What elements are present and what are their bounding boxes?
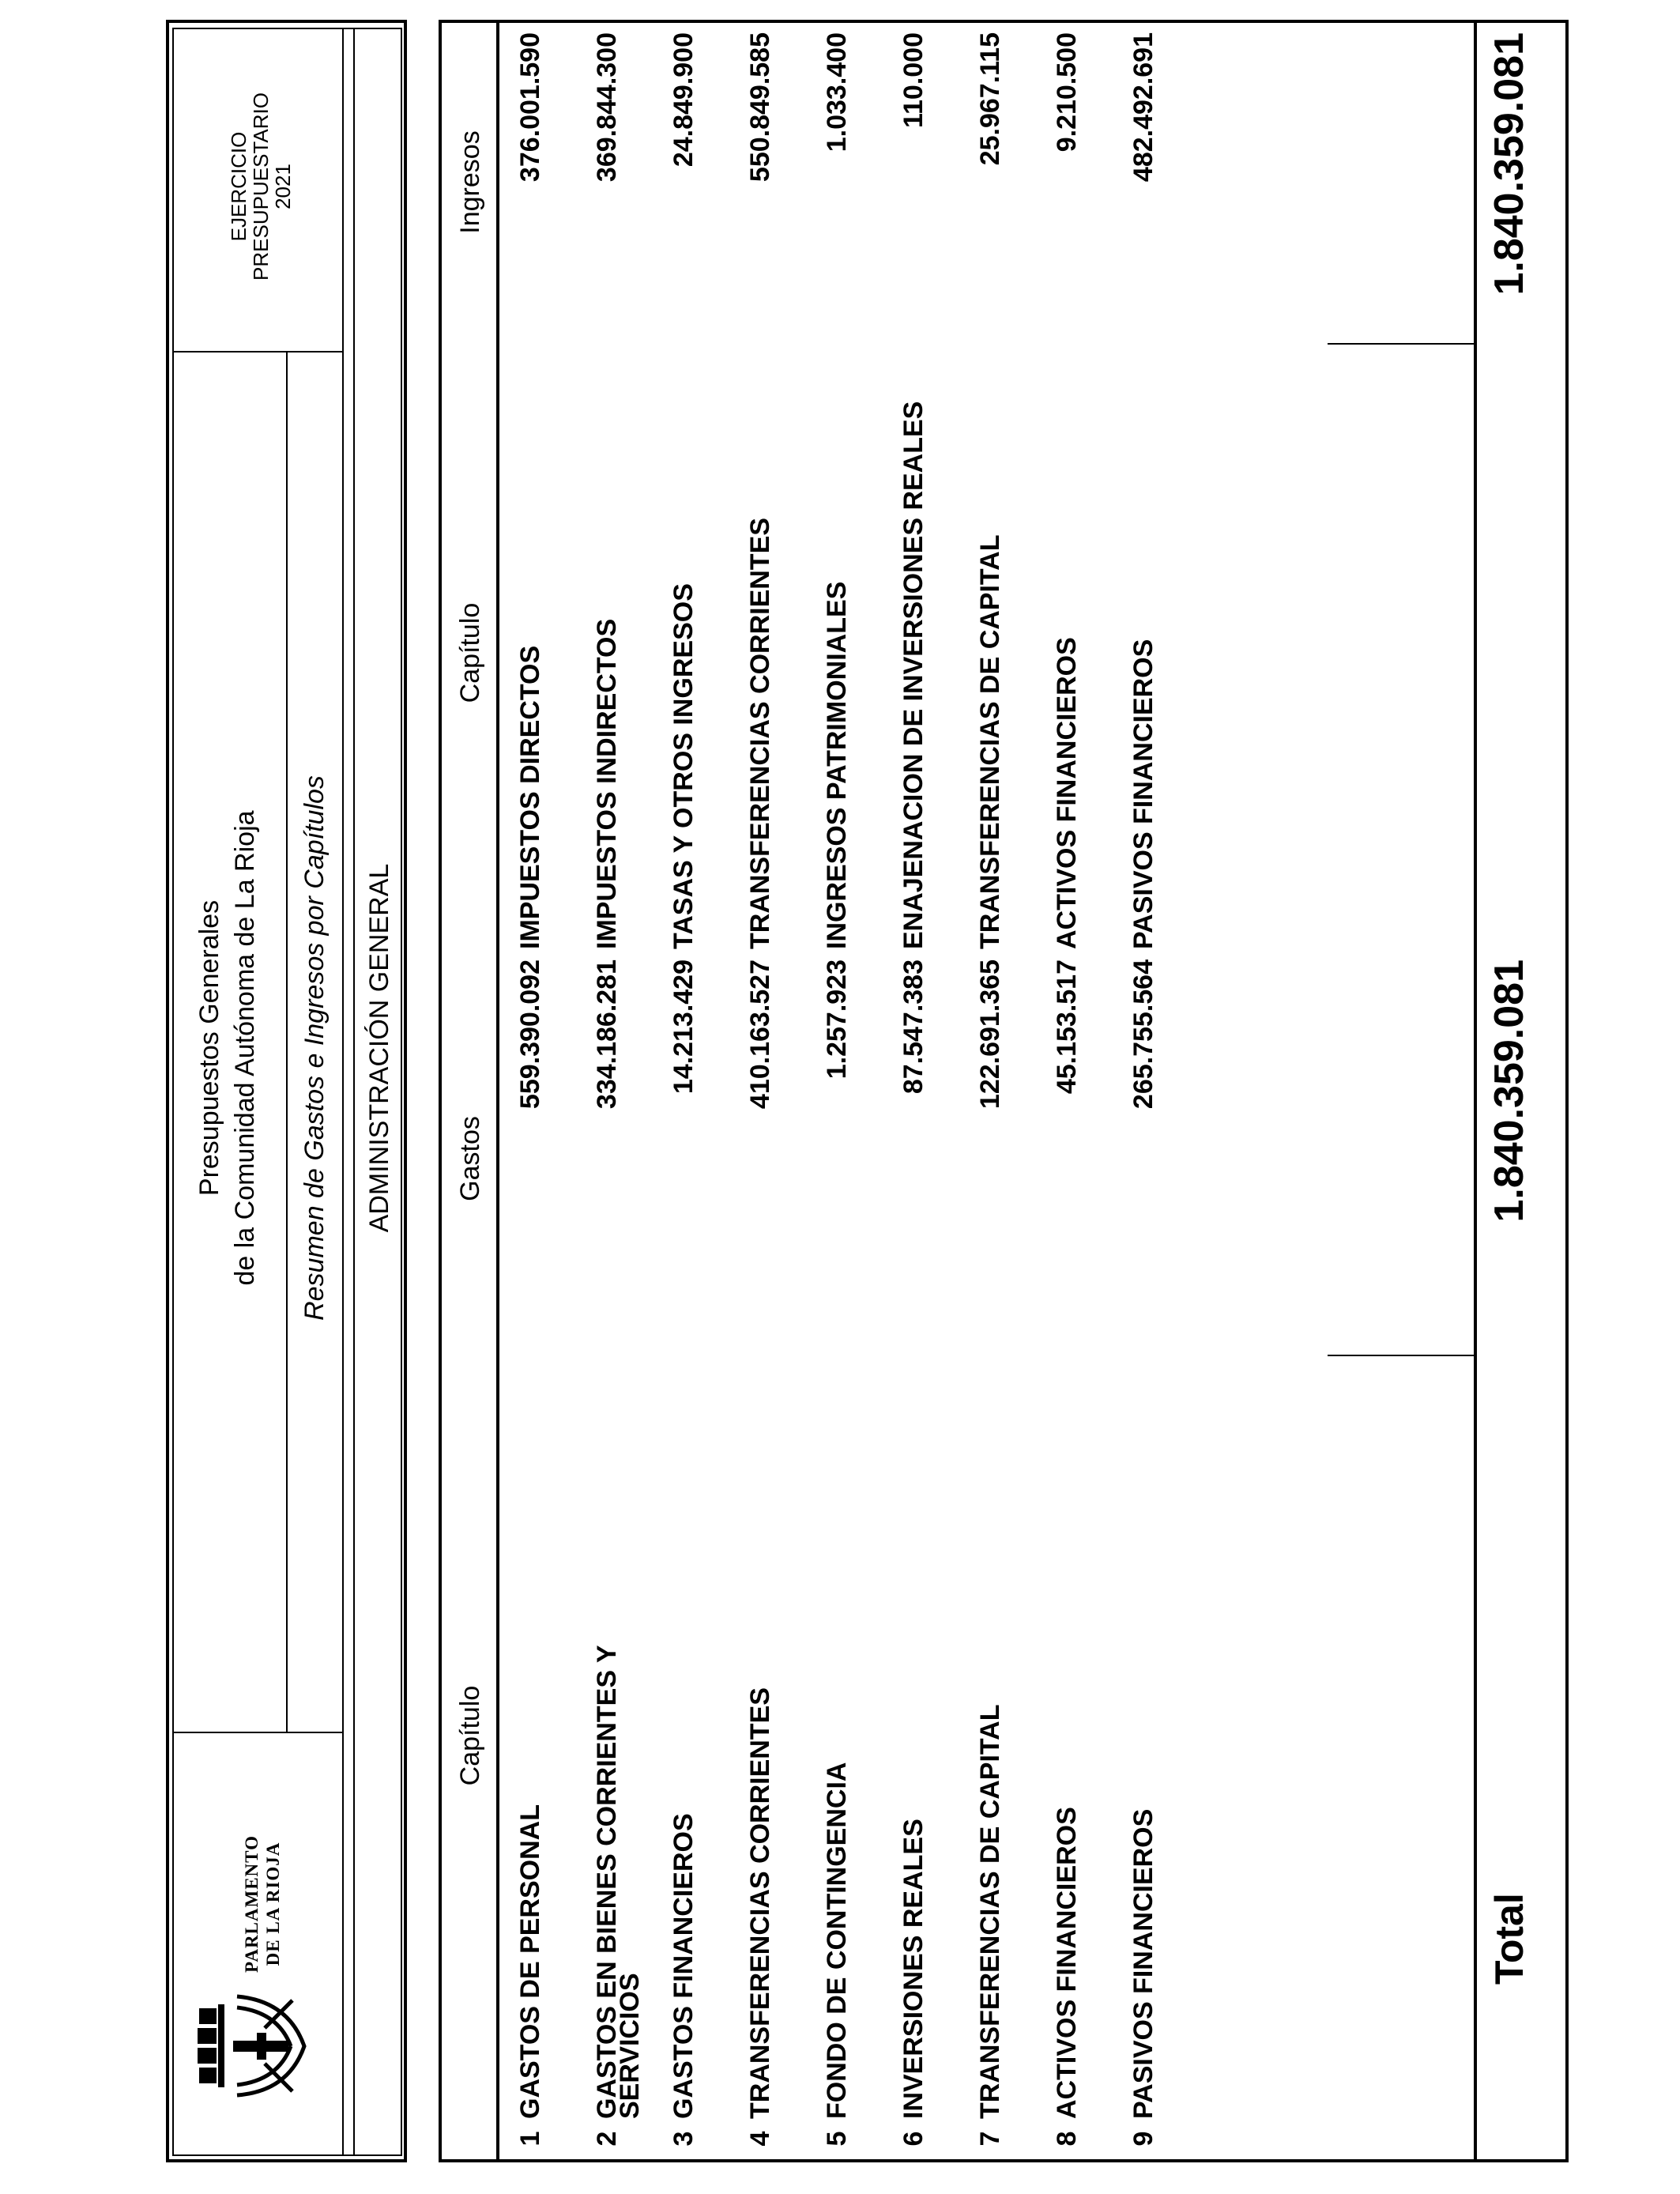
- gastos-column-divider: [1328, 1355, 1474, 1356]
- gasto-capitulo: GASTOS EN BIENES CORRIENTES Y: [592, 1645, 622, 2119]
- header-ejercicio-divider: [172, 351, 344, 352]
- ingreso-capitulo: TRANSFERENCIAS CORRIENTES: [745, 518, 775, 949]
- gasto-value: 14.213.429: [669, 959, 699, 1095]
- gasto-value: 1.257.923: [822, 959, 852, 1080]
- row-number: 5: [822, 2131, 852, 2147]
- header-divider-inner: [353, 28, 355, 2156]
- row-number: 4: [745, 2131, 775, 2147]
- ingreso-value: 550.849.585: [745, 32, 775, 183]
- ingreso-value: 482.492.691: [1128, 32, 1158, 183]
- ingreso-capitulo: IMPUESTOS INDIRECTOS: [592, 618, 622, 949]
- parlamento-line2: DE LA RIOJA: [263, 1842, 283, 1966]
- table-header-divider: [496, 20, 499, 2162]
- gasto-capitulo: ACTIVOS FINANCIEROS: [1052, 1807, 1082, 2119]
- header-capitulo-ingresos: Capítulo: [455, 602, 485, 703]
- gasto-capitulo: PASIVOS FINANCIEROS: [1128, 1808, 1158, 2119]
- ingreso-value: 369.844.300: [592, 32, 622, 183]
- ingreso-value: 110.000: [898, 32, 929, 129]
- page-subtitle: Resumen de Gastos e Ingresos por Capítulos: [299, 775, 330, 1321]
- ingreso-value: 376.001.590: [515, 32, 545, 183]
- table-total-divider: [1474, 20, 1477, 2162]
- gasto-capitulo: FONDO DE CONTINGENCIA: [822, 1762, 852, 2119]
- entity-name: ADMINISTRACIÓN GENERAL: [364, 863, 394, 1233]
- gasto-capitulo: TRANSFERENCIAS CORRIENTES: [745, 1687, 775, 2119]
- header-divider: [342, 28, 344, 2156]
- ingreso-capitulo: TRANSFERENCIAS DE CAPITAL: [975, 534, 1005, 949]
- row-number: 1: [515, 2131, 545, 2147]
- row-number: 7: [975, 2131, 1005, 2147]
- ejercicio-line2: PRESUPUESTARIO: [249, 92, 273, 281]
- ingreso-capitulo: TASAS Y OTROS INGRESOS: [669, 583, 699, 949]
- header-title-divider: [286, 352, 288, 1732]
- ingreso-capitulo: IMPUESTOS DIRECTOS: [515, 645, 545, 949]
- total-ingresos: 1.840.359.081: [1486, 32, 1532, 296]
- parlamento-line1: PARLAMENTO: [242, 1835, 262, 1973]
- ingreso-capitulo: ENAJENACION DE INVERSIONES REALES: [898, 401, 929, 949]
- ingreso-capitulo: PASIVOS FINANCIEROS: [1128, 639, 1158, 949]
- ingreso-capitulo: INGRESOS PATRIMONIALES: [822, 581, 852, 949]
- gasto-value: 559.390.092: [515, 959, 545, 1110]
- row-number: 3: [669, 2131, 699, 2147]
- gasto-value: 265.755.564: [1128, 959, 1158, 1110]
- page-title-line2: de la Comunidad Autónoma de La Rioja: [230, 810, 260, 1286]
- gasto-value: 45.153.517: [1052, 959, 1082, 1095]
- row-number: 8: [1052, 2131, 1082, 2147]
- ingreso-capitulo: ACTIVOS FINANCIEROS: [1052, 637, 1082, 949]
- gasto-value: 87.547.383: [898, 959, 929, 1095]
- header-ingresos: Ingresos: [455, 130, 485, 234]
- ingreso-value: 24.849.900: [669, 32, 699, 168]
- gasto-capitulo-line2: SERVICIOS: [615, 1973, 645, 2119]
- gasto-value: 410.163.527: [745, 959, 775, 1110]
- parlamento-name: [241, 1835, 284, 1973]
- total-label: Total: [1487, 1893, 1531, 1985]
- ingreso-value: 25.967.115: [975, 32, 1005, 166]
- row-number: 6: [898, 2131, 929, 2147]
- gasto-capitulo: GASTOS DE PERSONAL: [515, 1804, 545, 2119]
- ingresos-column-divider: [1328, 343, 1474, 345]
- total-gastos: 1.840.359.081: [1486, 959, 1532, 1223]
- row-number: 9: [1128, 2131, 1158, 2147]
- gasto-value: 122.691.365: [975, 959, 1005, 1110]
- header-gastos: Gastos: [455, 1116, 485, 1201]
- page-title: Presupuestos Generales: [194, 899, 224, 1197]
- header-logo-divider: [172, 1732, 344, 1733]
- ingreso-value: 9.210.500: [1052, 32, 1082, 153]
- gasto-capitulo: GASTOS FINANCIEROS: [669, 1813, 699, 2119]
- ingreso-value: 1.033.400: [822, 32, 852, 153]
- gasto-capitulo: INVERSIONES REALES: [898, 1819, 929, 2119]
- ejercicio-year: 2021: [271, 164, 295, 209]
- header-capitulo-gastos: Capítulo: [455, 1685, 485, 1786]
- row-number: 2: [592, 2131, 622, 2147]
- ejercicio-label: [228, 36, 294, 337]
- ejercicio-line1: EJERCICIO: [227, 131, 250, 242]
- gasto-value: 334.186.281: [592, 959, 622, 1110]
- gasto-capitulo: TRANSFERENCIAS DE CAPITAL: [975, 1704, 1005, 2119]
- parlamento-logo: [190, 1989, 316, 2107]
